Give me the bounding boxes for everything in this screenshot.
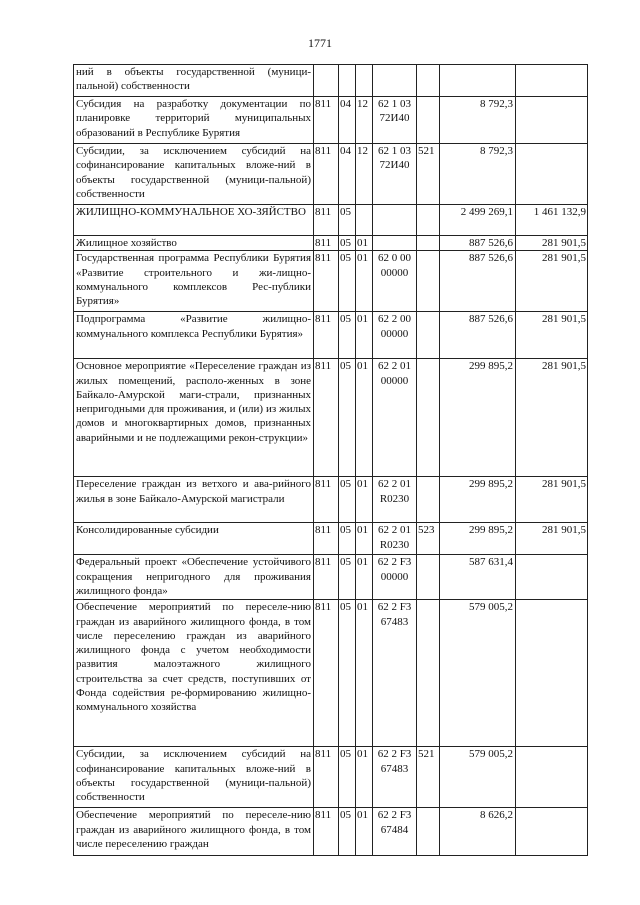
cell-name: Обеспечение мероприятий по переселе-нию граждан из аварийного жилищного фонда, в том числе переселению граждан bbox=[74, 808, 314, 856]
cell-pr: 01 bbox=[356, 477, 373, 523]
cell-vr bbox=[417, 808, 440, 856]
cell-rz: 05 bbox=[339, 808, 356, 856]
cell-rz: 05 bbox=[339, 600, 356, 747]
cell-pr: 01 bbox=[356, 312, 373, 359]
budget-table bbox=[73, 64, 588, 856]
cell-sum2 bbox=[516, 65, 588, 97]
cell-grbs: 811 bbox=[314, 359, 339, 477]
table-row bbox=[74, 312, 588, 359]
cell-name: Подпрограмма «Развитие жилищно-коммунального комплекса Республики Бурятия» bbox=[74, 312, 314, 359]
cell-grbs: 811 bbox=[314, 600, 339, 747]
cell-sum1: 299 895,2 bbox=[440, 359, 516, 477]
cell-vr: 521 bbox=[417, 747, 440, 808]
cell-sum2 bbox=[516, 808, 588, 856]
table-row bbox=[74, 65, 588, 97]
cell-grbs: 811 bbox=[314, 251, 339, 312]
cell-rz: 05 bbox=[339, 251, 356, 312]
cell-grbs: 811 bbox=[314, 477, 339, 523]
cell-sum1: 887 526,6 bbox=[440, 236, 516, 251]
cell-csr: 62 2 01 R0230 bbox=[373, 523, 417, 555]
cell-csr: 62 2 F3 67483 bbox=[373, 600, 417, 747]
cell-grbs: 811 bbox=[314, 144, 339, 205]
cell-name: Жилищное хозяйство bbox=[74, 236, 314, 251]
cell-pr: 01 bbox=[356, 251, 373, 312]
cell-pr: 01 bbox=[356, 555, 373, 600]
table-row bbox=[74, 359, 588, 477]
cell-sum2 bbox=[516, 97, 588, 144]
table-row bbox=[74, 144, 588, 205]
cell-rz: 05 bbox=[339, 747, 356, 808]
cell-csr: 62 2 00 00000 bbox=[373, 312, 417, 359]
cell-name: Обеспечение мероприятий по переселе-нию граждан из аварийного жилищного фонда, в том числе переселению граждан из аварийного жилищного фонда с учетом необходимости развития малоэтажного жилищного строительства за счет средств, поступивших от Фонда содействия ре-формированию жилищно-коммунального хозяйства bbox=[74, 600, 314, 747]
cell-csr: 62 2 01 00000 bbox=[373, 359, 417, 477]
table-body bbox=[74, 65, 588, 856]
cell-name: Субсидии, за исключением субсидий на софинансирование капитальных вложе-ний в объекты государственной (муници-пальной) собственности bbox=[74, 747, 314, 808]
cell-sum2 bbox=[516, 600, 588, 747]
table-row bbox=[74, 205, 588, 236]
cell-grbs: 811 bbox=[314, 236, 339, 251]
table-row bbox=[74, 97, 588, 144]
cell-grbs: 811 bbox=[314, 808, 339, 856]
table-row bbox=[74, 747, 588, 808]
cell-pr: 01 bbox=[356, 523, 373, 555]
table-row bbox=[74, 808, 588, 856]
cell-pr: 01 bbox=[356, 236, 373, 251]
cell-vr: 521 bbox=[417, 144, 440, 205]
cell-sum2: 281 901,5 bbox=[516, 236, 588, 251]
cell-csr bbox=[373, 205, 417, 236]
table-row bbox=[74, 523, 588, 555]
cell-sum1 bbox=[440, 65, 516, 97]
cell-vr bbox=[417, 236, 440, 251]
table-row bbox=[74, 600, 588, 747]
cell-rz: 05 bbox=[339, 359, 356, 477]
cell-vr bbox=[417, 555, 440, 600]
cell-grbs bbox=[314, 65, 339, 97]
cell-pr: 01 bbox=[356, 359, 373, 477]
cell-vr bbox=[417, 312, 440, 359]
cell-name: Консолидированные субсидии bbox=[74, 523, 314, 555]
cell-pr bbox=[356, 65, 373, 97]
cell-sum1: 8 626,2 bbox=[440, 808, 516, 856]
cell-rz: 05 bbox=[339, 205, 356, 236]
cell-sum2: 1 461 132,9 bbox=[516, 205, 588, 236]
cell-rz: 05 bbox=[339, 236, 356, 251]
cell-sum2: 281 901,5 bbox=[516, 312, 588, 359]
cell-sum1: 8 792,3 bbox=[440, 97, 516, 144]
cell-rz: 05 bbox=[339, 523, 356, 555]
cell-pr: 01 bbox=[356, 808, 373, 856]
cell-sum2: 281 901,5 bbox=[516, 477, 588, 523]
cell-pr: 01 bbox=[356, 600, 373, 747]
cell-grbs: 811 bbox=[314, 97, 339, 144]
cell-sum1: 579 005,2 bbox=[440, 747, 516, 808]
cell-sum1: 587 631,4 bbox=[440, 555, 516, 600]
cell-vr bbox=[417, 251, 440, 312]
cell-sum2 bbox=[516, 555, 588, 600]
cell-name: Федеральный проект «Обеспечение устойчивого сокращения непригодного для проживания жилищного фонда» bbox=[74, 555, 314, 600]
cell-sum2: 281 901,5 bbox=[516, 251, 588, 312]
cell-grbs: 811 bbox=[314, 555, 339, 600]
cell-rz: 05 bbox=[339, 555, 356, 600]
cell-name: Основное мероприятие «Переселение граждан из жилых помещений, располо-женных в зоне Байкало-Амурской маги-страли, признанных непригодными для проживания, и (или) из жилых домов и многоквартирных домов, признанных аварийными и не подлежащими рекон-струкции» bbox=[74, 359, 314, 477]
page-number: 1771 bbox=[308, 36, 332, 50]
cell-vr bbox=[417, 359, 440, 477]
cell-name: Переселение граждан из ветхого и ава-рийного жилья в зоне Байкало-Амурской магистрали bbox=[74, 477, 314, 523]
cell-sum1: 579 005,2 bbox=[440, 600, 516, 747]
cell-csr: 62 1 03 72И40 bbox=[373, 144, 417, 205]
cell-rz bbox=[339, 65, 356, 97]
cell-pr bbox=[356, 205, 373, 236]
cell-pr: 12 bbox=[356, 97, 373, 144]
table-row bbox=[74, 555, 588, 600]
cell-csr: 62 2 F3 00000 bbox=[373, 555, 417, 600]
cell-sum2: 281 901,5 bbox=[516, 359, 588, 477]
table-row bbox=[74, 477, 588, 523]
cell-name: Субсидия на разработку документации по планировке территорий муниципальных образований в Республике Бурятия bbox=[74, 97, 314, 144]
cell-sum1: 2 499 269,1 bbox=[440, 205, 516, 236]
table-row bbox=[74, 251, 588, 312]
cell-grbs: 811 bbox=[314, 312, 339, 359]
cell-rz: 04 bbox=[339, 144, 356, 205]
cell-name: ЖИЛИЩНО-КОММУНАЛЬНОЕ ХО-ЗЯЙСТВО bbox=[74, 205, 314, 236]
cell-csr: 62 2 01 R0230 bbox=[373, 477, 417, 523]
cell-sum1: 887 526,6 bbox=[440, 312, 516, 359]
cell-sum2: 281 901,5 bbox=[516, 523, 588, 555]
cell-rz: 04 bbox=[339, 97, 356, 144]
cell-pr: 12 bbox=[356, 144, 373, 205]
cell-vr bbox=[417, 97, 440, 144]
cell-csr: 62 0 00 00000 bbox=[373, 251, 417, 312]
cell-name: ний в объекты государственной (муници-пальной) собственности bbox=[74, 65, 314, 97]
cell-rz: 05 bbox=[339, 312, 356, 359]
cell-vr bbox=[417, 600, 440, 747]
cell-sum1: 299 895,2 bbox=[440, 523, 516, 555]
cell-vr bbox=[417, 65, 440, 97]
cell-rz: 05 bbox=[339, 477, 356, 523]
cell-name: Субсидии, за исключением субсидий на софинансирование капитальных вложе-ний в объекты государственной (муници-пальной) собственности bbox=[74, 144, 314, 205]
cell-vr bbox=[417, 477, 440, 523]
cell-csr: 62 2 F3 67484 bbox=[373, 808, 417, 856]
cell-sum1: 887 526,6 bbox=[440, 251, 516, 312]
cell-vr: 523 bbox=[417, 523, 440, 555]
cell-name: Государственная программа Республики Бурятия «Развитие строительного и жи-лищно-коммунального комплексов Рес-публики Бурятия» bbox=[74, 251, 314, 312]
cell-sum1: 299 895,2 bbox=[440, 477, 516, 523]
table-row bbox=[74, 236, 588, 251]
cell-grbs: 811 bbox=[314, 747, 339, 808]
cell-sum2 bbox=[516, 144, 588, 205]
cell-csr: 62 2 F3 67483 bbox=[373, 747, 417, 808]
cell-grbs: 811 bbox=[314, 523, 339, 555]
cell-csr bbox=[373, 65, 417, 97]
cell-sum1: 8 792,3 bbox=[440, 144, 516, 205]
cell-csr: 62 1 03 72И40 bbox=[373, 97, 417, 144]
cell-sum2 bbox=[516, 747, 588, 808]
cell-vr bbox=[417, 205, 440, 236]
cell-pr: 01 bbox=[356, 747, 373, 808]
cell-grbs: 811 bbox=[314, 205, 339, 236]
cell-csr bbox=[373, 236, 417, 251]
